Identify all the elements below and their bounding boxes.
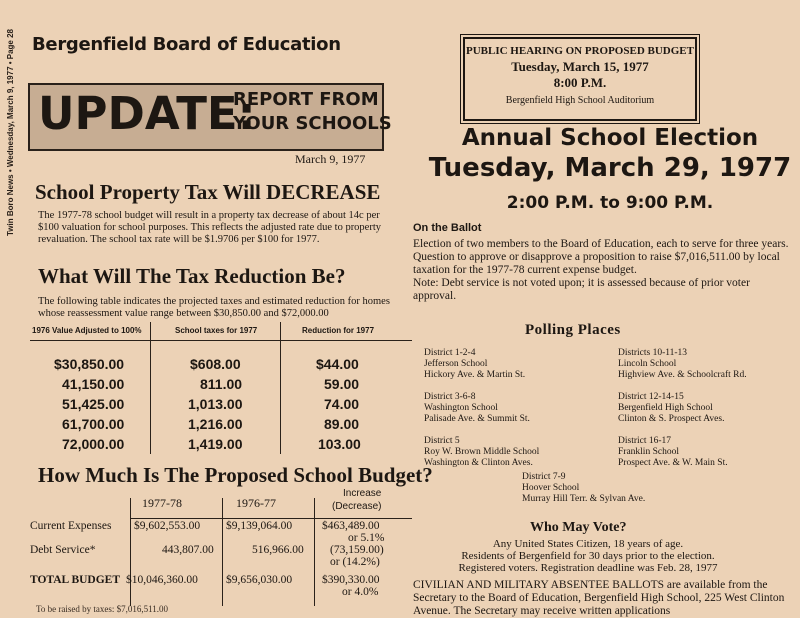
table-cell: 41,150.00: [62, 376, 125, 392]
polling-district: [618, 348, 747, 381]
hearing-title: PUBLIC HEARING ON PROPOSED BUDGET: [466, 45, 694, 57]
masthead: Bergenfield Board of Education: [32, 34, 341, 55]
polling-district: [424, 348, 525, 381]
budget-cell: $9,656,030.00: [226, 574, 293, 586]
who-line: Registered voters. Registration deadline was Feb. 28, 1977: [458, 562, 718, 574]
column-divider: [130, 498, 131, 606]
table-cell: 103.00: [318, 436, 361, 452]
polling-district: [618, 436, 728, 469]
table-cell: $30,850.00: [54, 356, 125, 372]
table-cell: 1,013.00: [188, 396, 243, 412]
who-line: Any United States Citizen, 18 years of age.: [492, 538, 684, 550]
tax-reduction-table: [30, 322, 412, 454]
budget-col-header: 1977-78: [142, 496, 182, 510]
budget-cell: $10,046,360.00: [126, 574, 198, 586]
district-school: Washington School: [424, 403, 498, 413]
table-cell: $608.00: [190, 356, 241, 372]
cutoff-line: To be raised by taxes: $7,016,511.00: [36, 604, 169, 614]
budget-cell: $390,330.00: [322, 574, 380, 586]
budget-cell: or 4.0%: [342, 586, 379, 598]
table-cell: 811.00: [200, 376, 243, 392]
district-number: District 5: [424, 436, 460, 446]
budget-cell: 443,807.00: [162, 544, 214, 556]
tax-decrease-body: The 1977-78 school budget will result in a property tax decrease of about 14c per $100 valuation for school purposes. This reflects the adjusted rate due to property revaluation. The school tax rate will be $1.9706 per $100 for 1977.: [38, 210, 382, 245]
election-header: [415, 124, 800, 216]
column-divider: [222, 498, 223, 606]
table-cell: 74.00: [324, 396, 360, 412]
district-number: District 3-6-8: [424, 392, 476, 402]
district-address: Hickory Ave. & Martin St.: [424, 370, 526, 380]
ballot-item: Election of two members to the Board of Education, each to serve for three years.: [413, 238, 789, 250]
district-address: Palisade Ave. & Summit St.: [424, 414, 530, 424]
table-header: 1976 Value Adjusted to 100%: [32, 326, 142, 335]
update-subtitle-line1: REPORT FROM: [233, 89, 379, 110]
budget-cell: or 5.1%: [348, 532, 385, 544]
budget-row-label: Debt Service*: [30, 544, 96, 556]
update-subtitle-line2: YOUR SCHOOLS: [233, 113, 392, 134]
district-address: Clinton & S. Prospect Aves.: [618, 414, 725, 424]
table-header: School taxes for 1977: [175, 326, 258, 335]
district-address: Murray Hill Terr. & Sylvan Ave.: [522, 494, 646, 504]
budget-cell: or (14.2%): [330, 556, 380, 568]
table-cell: 51,425.00: [62, 396, 125, 412]
district-number: District 16-17: [618, 436, 672, 446]
district-school: Hoover School: [522, 483, 580, 493]
district-school: Jefferson School: [424, 359, 488, 369]
district-address: Washington & Clinton Aves.: [424, 458, 533, 468]
district-school: Bergenfield High School: [618, 403, 713, 413]
polling-places-heading: Polling Places: [525, 322, 621, 338]
table-header: Reduction for 1977: [302, 326, 375, 335]
budget-cell: $463,489.00: [322, 520, 380, 532]
who-may-vote-heading: Who May Vote?: [530, 520, 627, 535]
tax-reduction-body: The following table indicates the projected taxes and estimated reduction for homes whose reassessment value range between $30,850.00 and $72,000.00: [38, 296, 390, 319]
election-title: Annual School Election: [461, 125, 759, 151]
budget-cell: $9,139,064.00: [226, 520, 293, 532]
column-divider: [280, 322, 281, 454]
budget-header-rule: [130, 518, 412, 519]
budget-col-header: Increase: [343, 488, 382, 499]
public-hearing-box: [463, 37, 697, 121]
ballot-item: Question to approve or disapprove a proposition to raise $7,016,511.00 by local taxation for the 1977-78 current expense budget.: [413, 251, 780, 276]
budget-cell: $9,602,553.00: [134, 520, 201, 532]
ballot-heading: On the Ballot: [413, 222, 482, 234]
ballot-note: Note: Debt service is not voted upon; it is assessed because of prior voter approval.: [413, 277, 750, 302]
district-number: District 12-14-15: [618, 392, 684, 402]
table-cell: 61,700.00: [62, 416, 125, 432]
table-cell: 1,216.00: [188, 416, 243, 432]
district-address: Highview Ave. & Schoolcraft Rd.: [618, 370, 747, 380]
election-date: Tuesday, March 29, 1977: [428, 153, 792, 183]
budget-col-header: (Decrease): [332, 501, 382, 512]
district-number: District 1-2-4: [424, 348, 476, 358]
district-school: Lincoln School: [618, 359, 677, 369]
budget-cell: (73,159.00): [330, 544, 384, 556]
budget-table: [30, 488, 412, 618]
election-hours: 2:00 P.M. to 9:00 P.M.: [506, 193, 714, 213]
polling-district: [424, 436, 539, 469]
polling-district: [618, 392, 724, 425]
tax-decrease-heading: School Property Tax Will DECREASE: [35, 180, 381, 204]
column-divider: [150, 322, 151, 454]
polling-district: [522, 472, 645, 505]
update-word: UPDATE:: [38, 87, 256, 140]
absentee-ballot-text: CIVILIAN AND MILITARY ABSENTEE BALLOTS are available from the Secretary to the Board of Education, Bergenfield High School, 225 West Clinton Avenue. The Secretary may receive written applications: [413, 579, 785, 617]
ballot-items: [413, 238, 793, 303]
table-cell: 89.00: [324, 416, 360, 432]
district-school: Roy W. Brown Middle School: [424, 447, 540, 457]
tax-reduction-heading: What Will The Tax Reduction Be?: [38, 264, 346, 288]
page-side-strip: Twin Boro News • Wednesday, March 9, 1977 • Page 28: [6, 28, 15, 236]
hearing-time: 8:00 P.M.: [553, 75, 607, 90]
district-number: District 7-9: [522, 472, 566, 482]
who-line: Residents of Bergenfield for 30 days prior to the election.: [461, 550, 715, 562]
table-cell: $44.00: [316, 356, 359, 372]
table-cell: 59.00: [324, 376, 360, 392]
budget-col-header: 1976-77: [236, 496, 276, 510]
polling-district: [424, 392, 530, 425]
hearing-date: Tuesday, March 15, 1977: [511, 59, 649, 74]
district-address: Prospect Ave. & W. Main St.: [618, 458, 728, 468]
update-subtitle: [233, 88, 392, 136]
budget-cell: 516,966.00: [252, 544, 304, 556]
table-cell: 72,000.00: [62, 436, 125, 452]
district-school: Franklin School: [618, 447, 679, 457]
budget-row-label: Current Expenses: [30, 520, 112, 532]
district-number: Districts 10-11-13: [618, 348, 688, 358]
budget-heading: How Much Is The Proposed School Budget?: [38, 463, 433, 487]
issue-date: March 9, 1977: [295, 152, 366, 166]
budget-total-label: TOTAL BUDGET: [30, 574, 121, 586]
who-may-vote-body: [418, 538, 758, 574]
hearing-location: Bergenfield High School Auditorium: [505, 95, 655, 106]
table-header-rule: [30, 340, 412, 341]
table-cell: 1,419.00: [188, 436, 243, 452]
column-divider: [314, 498, 315, 606]
